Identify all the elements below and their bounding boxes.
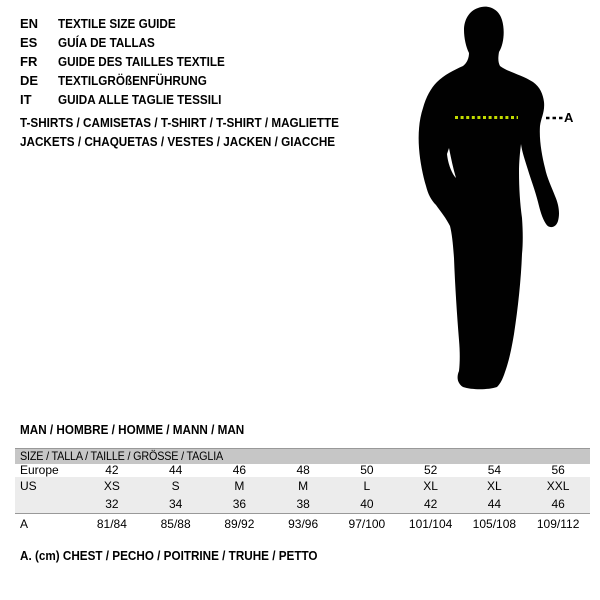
man-silhouette-figure — [400, 0, 575, 400]
size-value: 46 — [551, 497, 565, 511]
language-text: GUIDA ALLE TAGLIE TESSILI — [58, 92, 222, 107]
language-row-de — [20, 71, 243, 90]
footnote-chest — [20, 548, 351, 563]
language-text: GUIDE DES TAILLES TEXTILE — [58, 54, 225, 69]
language-row-es — [20, 33, 243, 52]
row-label: US — [20, 479, 37, 493]
size-value: M — [234, 479, 245, 493]
size-table-header — [15, 448, 590, 464]
size-table-row-us — [15, 477, 590, 495]
size-value: XS — [103, 479, 120, 493]
size-table-row-a — [15, 514, 590, 533]
language-text: GUÍA DE TALLAS — [58, 35, 155, 50]
footnote-chest-text: A. (cm) CHEST / PECHO / POITRINE / TRUHE / PETTO — [20, 548, 318, 563]
language-code: EN — [20, 16, 39, 31]
size-value: 38 — [296, 497, 310, 511]
row-label: Europe — [20, 464, 59, 477]
size-value: XL — [423, 479, 438, 493]
size-value: 50 — [360, 464, 374, 477]
row-label — [15, 495, 80, 513]
size-value: 85/88 — [160, 517, 191, 531]
language-code: FR — [20, 54, 38, 69]
language-row-fr — [20, 52, 243, 71]
size-value: 109/112 — [536, 517, 580, 531]
size-value: 46 — [232, 464, 247, 477]
size-value: XXL — [546, 479, 570, 493]
size-value: 89/92 — [224, 517, 255, 531]
language-text: TEXTILE SIZE GUIDE — [58, 16, 176, 31]
category-jackets-text: JACKETS / CHAQUETAS / VESTES / JACKEN / GIACCHE — [20, 134, 336, 149]
size-table-header-text: SIZE / TALLA / TAILLE / GRÖSSE / TAGLIA — [20, 449, 224, 463]
size-table-rows — [15, 464, 590, 533]
language-row-en — [20, 14, 243, 33]
size-value: 34 — [168, 497, 183, 511]
size-value: 36 — [232, 497, 247, 511]
size-table-row-numeric — [15, 495, 590, 514]
size-value: 44 — [168, 464, 183, 477]
size-table — [15, 448, 590, 533]
row-label: A — [20, 517, 29, 531]
language-code: DE — [20, 73, 39, 88]
measure-point-a-label: A — [564, 110, 574, 125]
size-value: 97/100 — [348, 517, 386, 531]
section-title-man — [20, 422, 269, 437]
man-silhouette-shape — [419, 7, 559, 390]
size-table-row-europe — [15, 464, 590, 477]
size-value: 40 — [360, 497, 374, 511]
language-text: TEXTILGRÖßENFÜHRUNG — [58, 73, 207, 88]
size-value: S — [171, 479, 180, 493]
man-silhouette-svg — [400, 0, 575, 400]
category-line-tshirts — [20, 113, 374, 132]
size-value: 52 — [423, 464, 438, 477]
size-value: 32 — [105, 497, 119, 511]
language-list — [20, 14, 243, 109]
size-value: 44 — [487, 497, 502, 511]
language-code: IT — [20, 92, 32, 107]
size-value: 101/104 — [408, 517, 453, 531]
size-value: 42 — [423, 497, 438, 511]
section-title-man-text: MAN / HOMBRE / HOMME / MANN / MAN — [20, 422, 245, 437]
category-line-jackets — [20, 132, 370, 151]
size-value: L — [363, 479, 371, 493]
size-value: 81/84 — [96, 517, 127, 531]
size-value: 56 — [551, 464, 565, 477]
category-tshirts-text: T-SHIRTS / CAMISETAS / T-SHIRT / T-SHIRT / MAGLIETTE — [20, 115, 339, 130]
size-value: XL — [487, 479, 502, 493]
language-row-it — [20, 90, 243, 109]
size-value: 105/108 — [472, 517, 517, 531]
language-code: ES — [20, 35, 38, 50]
size-value: M — [298, 479, 309, 493]
size-value: 48 — [296, 464, 310, 477]
size-value: 42 — [105, 464, 119, 477]
size-value: 54 — [487, 464, 502, 477]
size-value: 93/96 — [288, 517, 319, 531]
